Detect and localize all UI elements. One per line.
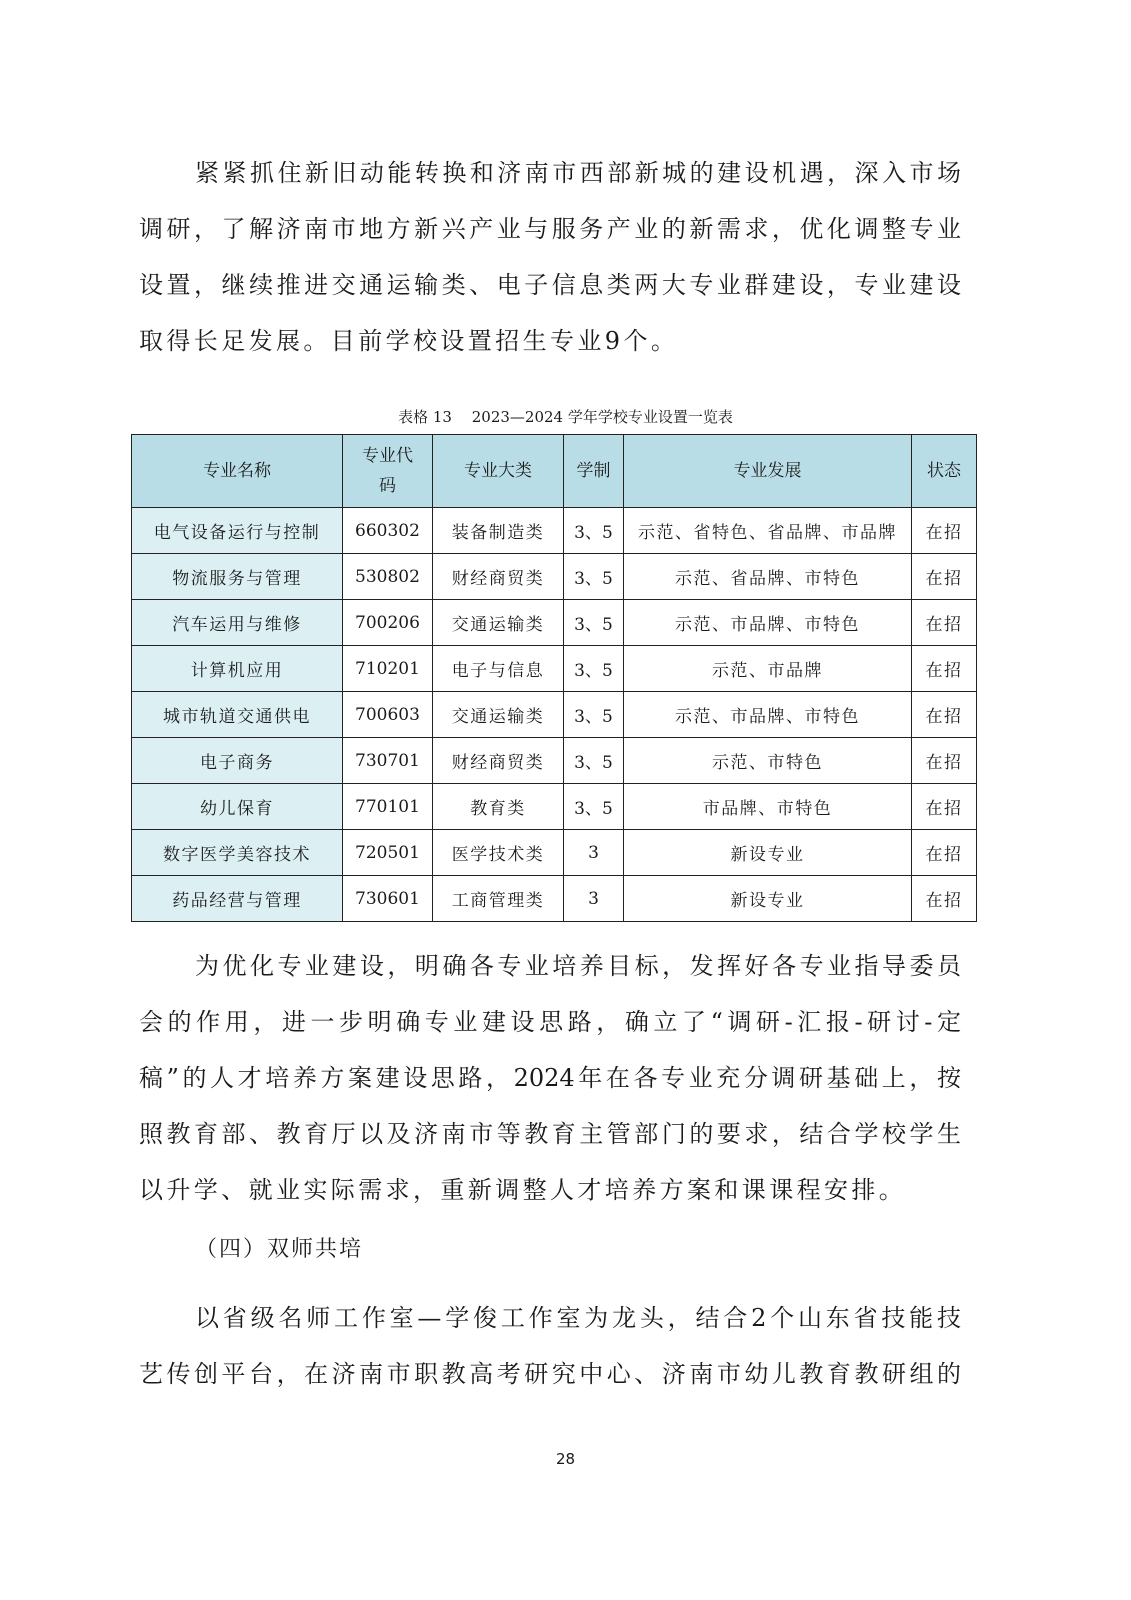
table-cell: 在招: [912, 738, 977, 784]
table-cell: 示范、省特色、省品牌、市品牌: [624, 508, 912, 554]
table-cell: 530802: [343, 554, 433, 600]
text-line: 会的作用，进一步明确专业建设思路，确立了“调研-汇报-研讨-定: [139, 1008, 961, 1036]
table-cell: 装备制造类: [433, 508, 564, 554]
table-cell: 市品牌、市特色: [624, 784, 912, 830]
table-row: [132, 830, 977, 876]
paragraph-2: [139, 938, 961, 1218]
table-cell: 在招: [912, 600, 977, 646]
table-cell: 在招: [912, 876, 977, 922]
table-cell: 财经商贸类: [433, 554, 564, 600]
text-line: 艺传创平台，在济南市职教高考研究中心、济南市幼儿教育教研组的: [139, 1360, 961, 1388]
table-row: [132, 646, 977, 692]
table-cell: 770101: [343, 784, 433, 830]
table-cell: 示范、市品牌、市特色: [624, 600, 912, 646]
page-number: 28: [555, 1450, 576, 1468]
table-cell: 电子与信息: [433, 646, 564, 692]
table-cell: 在招: [912, 784, 977, 830]
paragraph-3: [139, 1290, 961, 1402]
table-cell: 示范、市品牌、市特色: [624, 692, 912, 738]
majors-table: [131, 434, 977, 922]
table-cell: 电气设备运行与控制: [132, 508, 343, 554]
text-line: 调研，了解济南市地方新兴产业与服务产业的新需求，优化调整专业: [139, 215, 961, 243]
table-row: [132, 784, 977, 830]
table-cell: 730701: [343, 738, 433, 784]
table-cell: 710201: [343, 646, 433, 692]
table-cell: 在招: [912, 508, 977, 554]
text-line: 设置，继续推进交通运输类、电子信息类两大专业群建设，专业建设: [139, 271, 961, 299]
table-cell: 新设专业: [624, 876, 912, 922]
table-cell: 示范、省品牌、市特色: [624, 554, 912, 600]
table-cell: 在招: [912, 830, 977, 876]
table-header-row: [132, 435, 977, 508]
table-cell: 3、5: [564, 738, 624, 784]
table-cell: 3、5: [564, 554, 624, 600]
table-cell: 在招: [912, 692, 977, 738]
table-row: [132, 738, 977, 784]
table-cell: 交通运输类: [433, 692, 564, 738]
text-line: 取得长足发展。目前学校设置招生专业9个。: [139, 327, 679, 355]
table-cell: 医学技术类: [433, 830, 564, 876]
table-cell: 工商管理类: [433, 876, 564, 922]
table-cell: 660302: [343, 508, 433, 554]
table-row: [132, 554, 977, 600]
text-line: 为优化专业建设，明确各专业培养目标，发挥好各专业指导委员: [195, 952, 961, 980]
table-row: [132, 508, 977, 554]
table-cell: 730601: [343, 876, 433, 922]
table-cell: 示范、市品牌: [624, 646, 912, 692]
text-line: 以省级名师工作室—学俊工作室为龙头，结合2个山东省技能技: [195, 1304, 961, 1332]
text-line: 紧紧抓住新旧动能转换和济南市西部新城的建设机遇，深入市场: [195, 159, 961, 187]
table-cell: 数字医学美容技术: [132, 830, 343, 876]
table-cell: 700603: [343, 692, 433, 738]
table-cell: 新设专业: [624, 830, 912, 876]
column-header: 学制: [564, 435, 624, 508]
text-line: 以升学、就业实际需求，重新调整人才培养方案和课课程安排。: [139, 1176, 907, 1204]
column-header: 专业名称: [132, 435, 343, 508]
table-row: [132, 692, 977, 738]
table-row: [132, 876, 977, 922]
table-cell: 在招: [912, 646, 977, 692]
column-header: 状态: [912, 435, 977, 508]
column-header: 专业代码: [343, 435, 433, 508]
table-cell: 财经商贸类: [433, 738, 564, 784]
table-caption: 表格 13 2023—2024 学年学校专业设置一览表: [398, 408, 733, 426]
table-cell: 3: [564, 876, 624, 922]
table-cell: 幼儿保育: [132, 784, 343, 830]
table-cell: 计算机应用: [132, 646, 343, 692]
paragraph-1: [139, 145, 961, 369]
table-cell: 3、5: [564, 508, 624, 554]
table-cell: 交通运输类: [433, 600, 564, 646]
table-cell: 物流服务与管理: [132, 554, 343, 600]
table-cell: 汽车运用与维修: [132, 600, 343, 646]
column-header: 专业发展: [624, 435, 912, 508]
table-cell: 3、5: [564, 692, 624, 738]
table-cell: 教育类: [433, 784, 564, 830]
column-header: 专业大类: [433, 435, 564, 508]
section-heading: （四）双师共培: [195, 1237, 364, 1262]
text-line: 稿”的人才培养方案建设思路，2024年在各专业充分调研基础上，按: [139, 1064, 961, 1092]
table-cell: 3、5: [564, 600, 624, 646]
table-cell: 3、5: [564, 646, 624, 692]
table-cell: 城市轨道交通供电: [132, 692, 343, 738]
table-cell: 720501: [343, 830, 433, 876]
table-cell: 在招: [912, 554, 977, 600]
table-cell: 示范、市特色: [624, 738, 912, 784]
table-cell: 3、5: [564, 784, 624, 830]
table-cell: 药品经营与管理: [132, 876, 343, 922]
table-cell: 700206: [343, 600, 433, 646]
text-line: 照教育部、教育厅以及济南市等教育主管部门的要求，结合学校学生: [139, 1120, 961, 1148]
table-cell: 电子商务: [132, 738, 343, 784]
table-row: [132, 600, 977, 646]
table-cell: 3: [564, 830, 624, 876]
